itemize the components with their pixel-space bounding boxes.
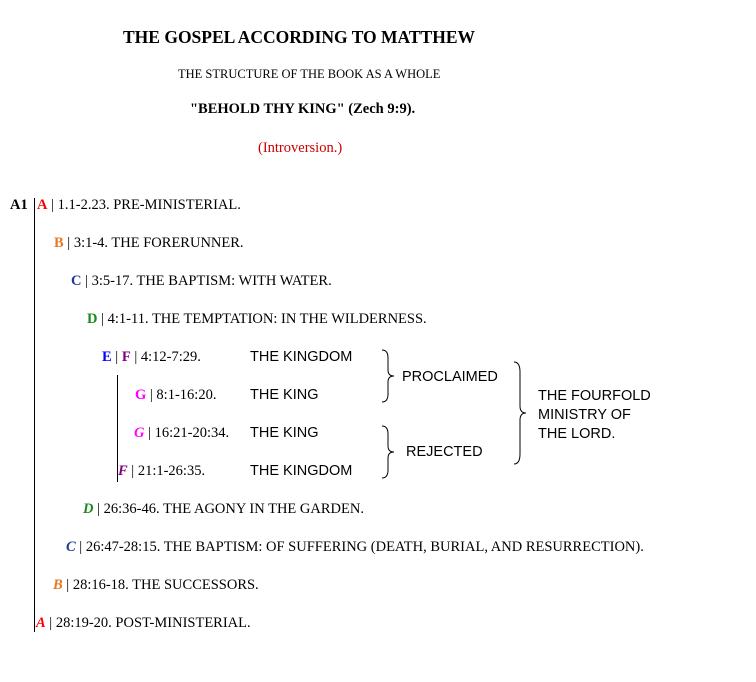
summary-line-2: MINISTRY OF	[538, 407, 631, 423]
a1-label: A1	[10, 197, 28, 213]
row-e-f: E | F | 4:12-7:29.	[102, 349, 201, 365]
motto: "BEHOLD THY KING" (Zech 9:9).	[190, 101, 416, 117]
letter-g: G	[135, 387, 147, 403]
page-subtitle: THE STRUCTURE OF THE BOOK AS A WHOLE	[178, 67, 441, 81]
letter-f: F	[121, 349, 131, 365]
row-f-text: THE KINGDOM	[250, 349, 353, 365]
row-f-ref: | 4:12-7:29.	[130, 349, 201, 365]
rejected-brace	[380, 424, 396, 480]
row-g-text: THE KING	[250, 387, 319, 403]
row-g2-ref: | 16:21-20:34.	[144, 425, 230, 441]
summary-line-1: THE FOURFOLD	[538, 388, 651, 404]
row-c-text: | 3:5-17. THE BAPTISM: WITH WATER.	[81, 273, 332, 289]
row-c	[71, 273, 332, 290]
letter-f2: F	[118, 463, 128, 479]
page-title: THE GOSPEL ACCORDING TO MATTHEW	[123, 27, 476, 47]
row-b-text: | 3:1-4. THE FORERUNNER.	[63, 235, 244, 251]
row-c2	[66, 539, 644, 556]
row-a2	[36, 615, 251, 632]
row-d2-text: | 26:36-46. THE AGONY IN THE GARDEN.	[93, 501, 364, 517]
row-b	[54, 235, 244, 252]
row-g2	[134, 425, 229, 442]
letter-d2: D	[83, 501, 94, 517]
summary-label	[538, 387, 651, 444]
proclaimed-brace	[380, 348, 396, 404]
row-d	[87, 311, 427, 328]
letter-c: C	[71, 273, 82, 289]
row-f2-ref: | 21:1-26:35.	[127, 463, 206, 479]
row-a1	[10, 197, 28, 214]
row-g2-text: THE KING	[250, 425, 319, 441]
row-c2-text: | 26:47-28:15. THE BAPTISM: OF SUFFERING (DEATH, BURIAL, AND RESURRECTION).	[75, 539, 644, 555]
letter-a: A	[37, 197, 48, 213]
summary-brace	[512, 360, 528, 466]
row-b2-text: | 28:16-18. THE SUCCESSORS.	[62, 577, 259, 593]
row-a-text: | 1.1-2.23. PRE-MINISTERIAL.	[47, 197, 241, 213]
proclaimed-label: PROCLAIMED	[402, 369, 498, 385]
row-g	[135, 387, 216, 404]
summary-line-3: THE LORD.	[538, 426, 616, 442]
letter-b: B	[54, 235, 64, 251]
row-d-text: | 4:1-11. THE TEMPTATION: IN THE WILDERNESS.	[97, 311, 427, 327]
introversion-note: (Introversion.)	[258, 140, 343, 156]
letter-b2: B	[53, 577, 63, 593]
row-g-ref: | 8:1-16:20.	[146, 387, 217, 403]
outer-bracket-line	[34, 198, 35, 632]
row-b2	[53, 577, 259, 594]
letter-a2: A	[36, 615, 46, 631]
row-f2	[118, 463, 205, 480]
row-f2-text: THE KINGDOM	[250, 463, 353, 479]
letter-g2: G	[134, 425, 145, 441]
row-a	[37, 197, 241, 214]
letter-e: E	[102, 349, 112, 365]
letter-d: D	[87, 311, 98, 327]
row-d2	[83, 501, 364, 518]
rejected-label: REJECTED	[406, 444, 483, 460]
row-a2-text: | 28:19-20. POST-MINISTERIAL.	[45, 615, 251, 631]
letter-c2: C	[66, 539, 76, 555]
